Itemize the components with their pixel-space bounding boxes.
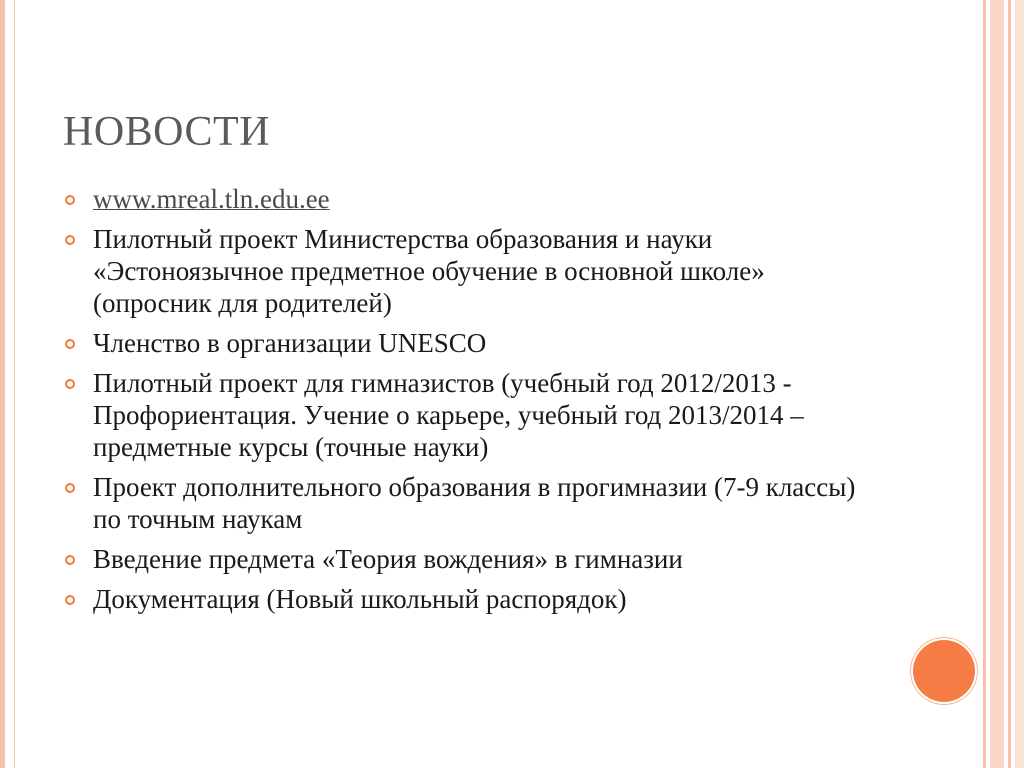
decorative-circle-icon: [913, 640, 975, 702]
list-item-text: Документация (Новый школьный распорядок): [93, 584, 627, 614]
list-item: [63, 543, 883, 575]
right-stripe: [990, 0, 1004, 768]
right-stripe: [1008, 0, 1011, 768]
right-stripe: [983, 0, 986, 768]
ring-bullet-icon: [65, 595, 75, 605]
ring-bullet-icon: [65, 339, 75, 349]
ring-bullet-icon: [65, 483, 75, 493]
left-inner-line: [14, 0, 15, 768]
right-stripe: [1015, 0, 1024, 768]
list-item: [63, 183, 883, 215]
list-item-text: Пилотный проект для гимназистов (учебный год 2012/2013 - Профориентация. Учение о карьере, учебный год 2013/2014 – предметные курсы (точные науки): [93, 368, 804, 462]
list-item: [63, 367, 883, 463]
left-border-stripe: [0, 0, 5, 768]
list-item: [63, 583, 883, 615]
list-item: [63, 471, 883, 535]
list-item: [63, 327, 883, 359]
list-item-text: Пилотный проект Министерства образования и науки «Эстоноязычное предметное обучение в основной школе» (опросник для родителей): [93, 224, 765, 318]
ring-bullet-icon: [65, 555, 75, 565]
slide-title: НОВОСТИ: [63, 109, 271, 155]
list-item-text: Введение предмета «Теория вождения» в гимназии: [93, 544, 683, 574]
list-item-text: Членство в организации UNESCO: [93, 328, 487, 358]
ring-bullet-icon: [65, 379, 75, 389]
bullet-list: [63, 183, 883, 623]
list-item-text: Проект дополнительного образования в прогимназии (7-9 классы) по точным наукам: [93, 472, 856, 534]
ring-bullet-icon: [65, 195, 75, 205]
ring-bullet-icon: [65, 235, 75, 245]
website-link[interactable]: www.mreal.tln.edu.ee: [93, 184, 330, 214]
list-item: [63, 223, 883, 319]
